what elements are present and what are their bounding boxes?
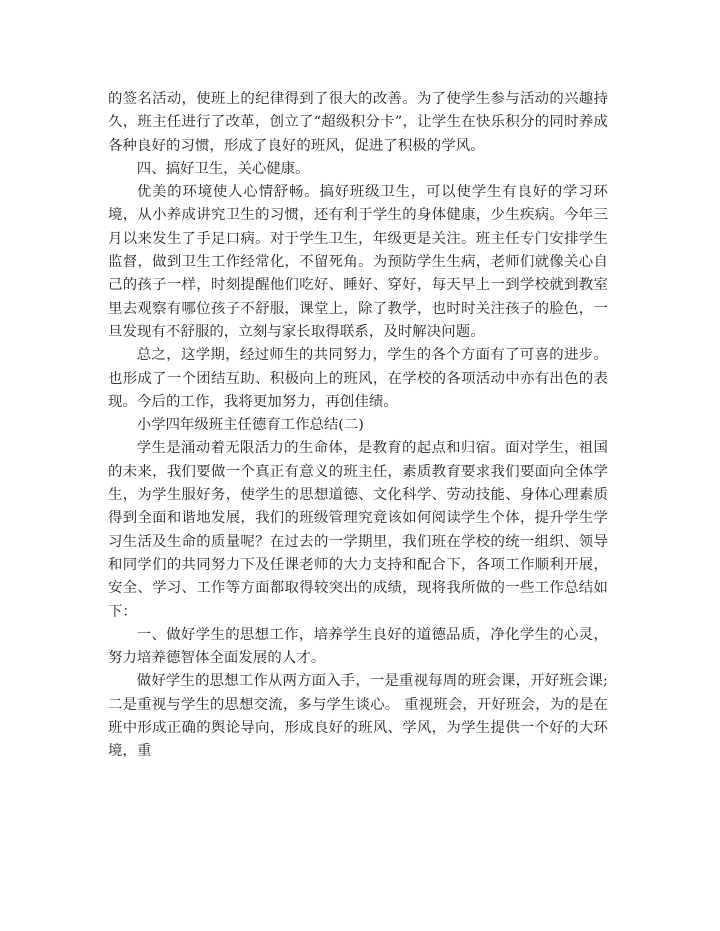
paragraph-introduction: 学生是涌动着无限活力的生命体，是教育的起点和归宿。面对学生，祖国的未来，我们要做一个真正有意义的班主任，素质教育要求我们要面向全体学生，为学生服好务，使学生的思想道德、文化科学、劳动技能、身体心理素质得到全面和谐地发展，我们的班级管理究竟该如何阅读学生个体，提升学生学习生活及生命的质量呢？在过去的一学期里，我们班在学校的统一组织、领导和同学们的共同努力下及任课老师的大力支持和配合下，各项工作顺利开展，安全、学习、工作等方面都取得较突出的成绩，现将我所做的一些工作总结如下： xyxy=(108,440,608,620)
document-title-part-two: 小学四年级班主任德育工作总结(二) xyxy=(136,417,364,434)
document-body xyxy=(108,88,608,764)
paragraph-hygiene: 优美的环境使人心情舒畅。搞好班级卫生，可以使学生有良好的学习环境，从小养成讲究卫生的习惯，还有利于学生的身体健康，少生疾病。今年三月以来发生了手足口病。对于学生卫生，年级更是关注。班主任专门安排学生监督，做到卫生工作经常化，不留死角。为预防学生生病，老师们就像关心自己的孩子一样，时刻提醒他们吃好、睡好、穿好，每天早上一到学校就到教室里去观察有哪位孩子不舒服，课堂上，除了教学，也时时关注孩子的脸色，一旦发现有不舒服的，立刻与家长取得联系，及时解决问题。 xyxy=(108,184,608,340)
paragraph-class-meetings: 做好学生的思想工作从两方面入手，一是重视每周的班会课，开好班会课;二是重视与学生的思想交流，多与学生谈心。 重视班会，开好班会，为的是在班中形成正确的舆论导向，形成良好的班风、学风，为学生提供一个好的大环境，重 xyxy=(108,673,608,760)
paragraph-conclusion: 总之，这学期，经过师生的共同努力，学生的各个方面有了可喜的进步。也形成了一个团结互助、积极向上的班风，在学校的各项活动中亦有出色的表现。今后的工作，我将更加努力，再创佳绩。 xyxy=(108,347,608,410)
paragraph-signing-activity: 的签名活动，使班上的纪律得到了很大的改善。为了使学生参与活动的兴趣持久，班主任进行了改革，创立了“超级积分卡”，让学生在快乐积分的同时养成各种良好的习惯，形成了良好的班风，促进了积极的学风。 xyxy=(108,91,608,154)
section-heading-hygiene: 四、搞好卫生，关心健康。 xyxy=(136,160,310,177)
section-heading-ideological-work: 一、做好学生的思想工作，培养学生良好的道德品质，净化学生的心灵，努力培养德智体全面发展的人才。 xyxy=(108,626,608,667)
